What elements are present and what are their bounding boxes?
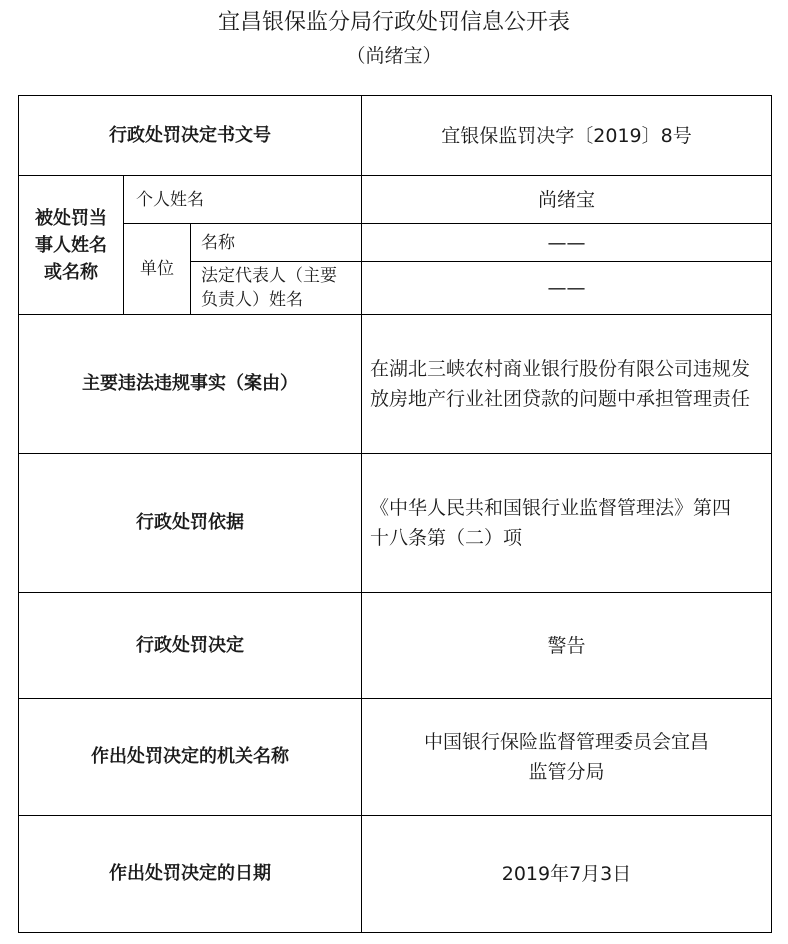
basis-label: 行政处罚依据 — [18, 453, 362, 593]
legal-rep-value: —— — [361, 261, 772, 315]
unit-name-value: —— — [361, 223, 772, 262]
date-value: 2019年7月3日 — [361, 815, 772, 933]
basis-value: 《中华人民共和国银行业监督管理法》第四十八条第（二）项 — [361, 453, 772, 593]
decision-label: 行政处罚决定 — [18, 592, 362, 699]
personal-name-label: 个人姓名 — [123, 175, 362, 224]
authority-label: 作出处罚决定的机关名称 — [18, 698, 362, 816]
unit-label: 单位 — [123, 223, 191, 315]
doc-no-value: 宜银保监罚决字〔2019〕8号 — [361, 95, 772, 176]
party-label: 被处罚当事人姓名或名称 — [18, 175, 124, 315]
doc-no-label: 行政处罚决定书文号 — [18, 95, 362, 176]
personal-name-value: 尚绪宝 — [361, 175, 772, 224]
date-label: 作出处罚决定的日期 — [18, 815, 362, 933]
authority-value: 中国银行保险监督管理委员会宜昌监管分局 — [361, 698, 772, 816]
unit-name-label: 名称 — [190, 223, 362, 262]
decision-value: 警告 — [361, 592, 772, 699]
facts-label: 主要违法违规事实（案由） — [18, 314, 362, 454]
facts-value: 在湖北三峡农村商业银行股份有限公司违规发放房地产行业社团贷款的问题中承担管理责任 — [361, 314, 772, 454]
page-title: 宜昌银保监分局行政处罚信息公开表 — [217, 10, 570, 35]
legal-rep-label: 法定代表人（主要负责人）姓名 — [190, 261, 362, 315]
page-subtitle: （尚绪宝） — [346, 45, 442, 67]
